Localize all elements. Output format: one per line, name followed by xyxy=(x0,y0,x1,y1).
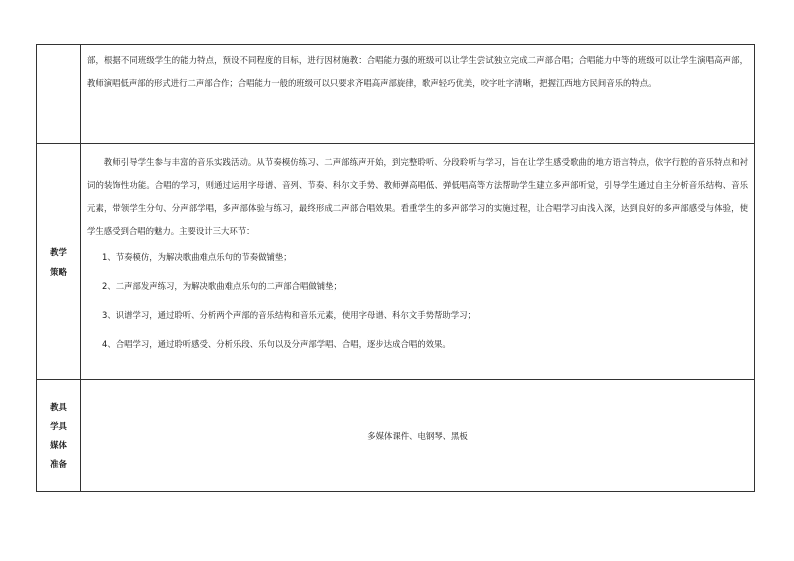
teaching-aids-row xyxy=(37,380,755,492)
list-item: 1、节奏模仿，为解决歌曲难点乐句的节奏做铺垫； xyxy=(102,252,292,262)
list-item: 3、识谱学习，通过聆听、分析两个声部的音乐结构和音乐元素，使用字母谱、科尔文手势帮助学习； xyxy=(102,310,476,320)
label-line: 策略 xyxy=(50,266,67,277)
list-item: 4、合唱学习，通过聆听感受、分析乐段、乐句以及分声部学唱、合唱，逐步达成合唱的效果。 xyxy=(102,339,451,349)
teaching-strategy-label xyxy=(37,144,81,380)
teaching-strategy-content xyxy=(81,144,755,380)
label-line: 准备 xyxy=(50,458,67,469)
label-line: 学具 xyxy=(50,420,67,431)
label-line: 教学 xyxy=(50,246,67,257)
teaching-strategy-row xyxy=(37,144,755,380)
list-item: 2、二声部发声练习，为解决歌曲难点乐句的二声部合唱做铺垫； xyxy=(102,281,342,291)
strategy-steps-list xyxy=(87,243,748,359)
continuation-row xyxy=(37,45,755,144)
row-label-empty xyxy=(37,45,81,144)
lesson-plan-table xyxy=(36,44,755,492)
strategy-paragraph: 教师引导学生参与丰富的音乐实践活动。从节奏模仿练习、二声部练声开始，到完整聆听、分段聆听与学习，旨在让学生感受歌曲的地方语言特点，依字行腔的音乐特点和衬词的装饰性功能。合唱的学习，则通过运用字母谱、音列、节奏、科尔文手势、教师弹高唱低、弹低唱高等方法帮助学生建立多声部听觉，引导学生通过自主分析音乐结构、音乐元素，带领学生分句、分声部学唱，多声部体验与练习，最终形成二声部合唱效果。看重学生的多声部学习的实施过程，让合唱学习由浅入深，达到良好的多声部感受与体验，使学生感受到合唱的魅力。主要设计三大环节： xyxy=(87,157,748,236)
label-line: 媒体 xyxy=(50,439,67,450)
teaching-aids-content: 多媒体课件、电钢琴、黑板 xyxy=(81,380,755,492)
teaching-aids-label xyxy=(37,380,81,492)
continuation-text: 部，根据不同班级学生的能力特点，预设不同程度的目标，进行因材施教：合唱能力强的班级可以让学生尝试独立完成二声部合唱；合唱能力中等的班级可以让学生演唱高声部，教师演唱低声部的形式进行二声部合作；合唱能力一般的班级可以只要求齐唱高声部旋律，歌声轻巧优美，咬字吐字清晰，把握江西地方民间音乐的特点。 xyxy=(87,55,748,88)
continuation-cell xyxy=(81,45,755,144)
label-line: 教具 xyxy=(50,401,67,412)
